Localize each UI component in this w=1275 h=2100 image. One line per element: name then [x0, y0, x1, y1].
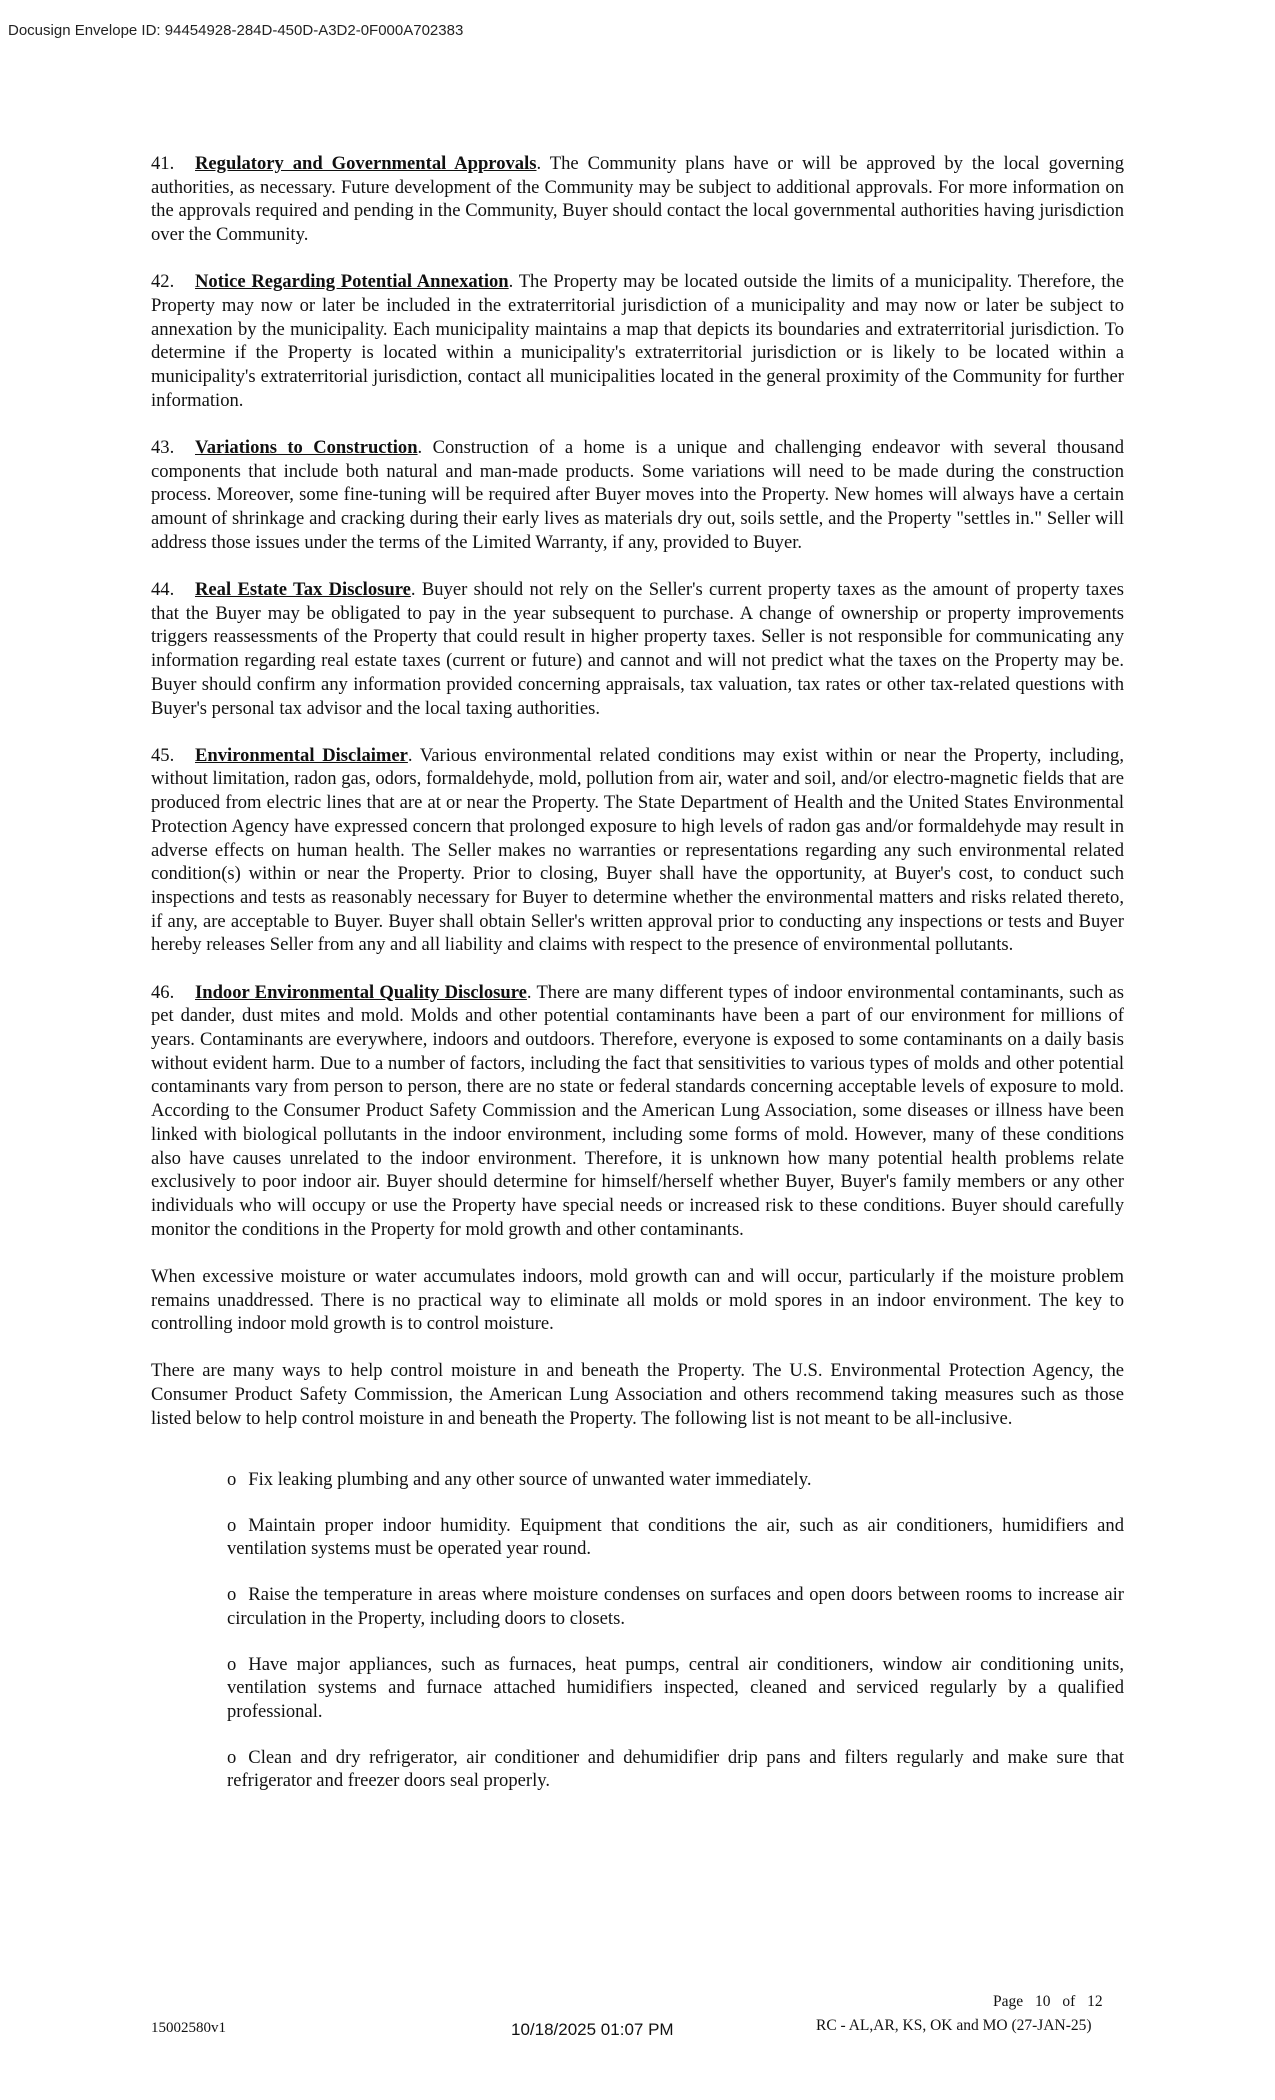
section-number: 46. [151, 981, 175, 1003]
list-item [227, 1514, 1124, 1561]
section-number: 45. [151, 744, 175, 766]
section-text: . Buyer should not rely on the Seller's current property taxes as the amount of property taxes that the Buyer may be obligated to pay in the year subsequent to purchase. A change of ownership or property improvements triggers reassessments of the Property that could result in higher property taxes. Seller is not responsible for communicating any information regarding real estate taxes (current or future) and cannot and will not predict what the taxes on the Property may be. Buyer should confirm any information provided concerning appraisals, tax valuation, tax rates or other tax-related questions with Buyer's personal tax advisor and the local taxing authorities. [151, 579, 1125, 719]
paragraph-moisture: When excessive moisture or water accumulates indoors, mold growth can and will occur, particularly if the moisture problem remains unaddressed. There is no practical way to eliminate all molds or mold spores in an indoor environment. The key to controlling indoor mold growth is to control moisture. [151, 1265, 1124, 1335]
moisture-control-list [227, 1468, 1124, 1793]
section-text: . There are many different types of indoor environmental contaminants, such as pet dander, dust mites and mold. Molds and other potential contaminants have been a part of our environment for millions of years. Contaminants are everywhere, indoors and outdoors. Therefore, everyone is exposed to some contaminants on a daily basis without evident harm. Due to a number of factors, including the fact that sensitivities to various types of molds and other potential contaminants vary from person to person, there are no state or federal standards concerning acceptable levels of exposure to mold. According to the Consumer Product Safety Commission and the American Lung Association, some diseases or illness have been linked with biological pollutants in the indoor environment, including some forms of mold. However, many of these conditions also have causes unrelated to the indoor environment. Therefore, it is unknown how many potential health problems relate exclusively to poor indoor air. Buyer should determine for himself/herself whether Buyer, Buyer's family members or any other individuals who will occupy or use the Property have special needs or increased risk to these conditions. Buyer should carefully monitor the conditions in the Property for mold growth and other contaminants. [151, 981, 1124, 1240]
section-text: . Construction of a home is a unique and challenging endeavor with several thousand components that include both natural and man-made products. Some variations will need to be made during the construction process. Moreover, some fine-tuning will be required after Buyer moves into the Property. New homes will always have a certain amount of shrinkage and cracking during their early lives as materials dry out, soils settle, and the Property "settles in." Seller will address those issues under the terms of the Limited Warranty, if any, provided to Buyer. [151, 437, 1124, 553]
section-text: . The Community plans have or will be approved by the local governing authorities, as necessary. Future development of the Community may be subject to additional approvals. For more information on the approvals required and pending in the Community, Buyer should contact the local governmental authorities having jurisdiction over the Community. [151, 153, 1124, 246]
bullet-marker: o [227, 1584, 237, 1606]
section-text: . The Property may be located outside the limits of a municipality. Therefore, the Property may now or later be included in the extraterritorial jurisdiction of a municipality and may now or later be subject to annexation by the municipality. Each municipality maintains a map that depicts its boundaries and extraterritorial jurisdiction. To determine if the Property is located within a municipality's extraterritorial jurisdiction or is likely to be located within a municipality's extraterritorial jurisdiction, contact all municipalities located in the general proximity of the Community for further information. [151, 271, 1124, 411]
list-item [227, 1468, 1124, 1492]
section-heading: Regulatory and Governmental Approvals [195, 153, 537, 174]
document-body [151, 152, 1124, 1815]
paragraph-control-moisture: There are many ways to help control moisture in and beneath the Property. The U.S. Environmental Protection Agency, the Consumer Product Safety Commission, the American Lung Association and others recommend taking measures such as those listed below to help control moisture in and beneath the Property. The following list is not meant to be all-inclusive. [151, 1360, 1124, 1429]
section-number: 44. [151, 579, 175, 601]
bullet-marker: o [227, 1514, 237, 1536]
form-code: RC - AL,AR, KS, OK and MO (27-JAN-25) [816, 2017, 1092, 2034]
section-number: 43. [151, 437, 175, 459]
section-number: 42. [151, 271, 175, 293]
section-number: 41. [151, 153, 175, 174]
section-41 [151, 152, 1124, 247]
signing-timestamp: 10/18/2025 01:07 PM [511, 2020, 674, 2039]
docusign-envelope-id: Docusign Envelope ID: 94454928-284D-450D-A3D2-0F000A702383 [8, 22, 464, 39]
document-version-id: 15002580v1 [151, 2020, 226, 2036]
bullet-marker: o [227, 1469, 237, 1491]
list-item [227, 1653, 1124, 1724]
list-item-text: Fix leaking plumbing and any other source of unwanted water immediately. [248, 1469, 812, 1491]
section-44 [151, 578, 1124, 720]
section-heading: Real Estate Tax Disclosure [195, 579, 411, 601]
section-43 [151, 436, 1124, 555]
page-number: Page 10 of 12 [993, 1993, 1103, 2010]
section-heading: Indoor Environmental Quality Disclosure [195, 981, 527, 1003]
section-text: . Various environmental related conditions may exist within or near the Property, including, without limitation, radon gas, odors, formaldehyde, mold, pollution from air, water and soil, and/or electro-magnetic fields that are produced from electric lines that are at or near the Property. The State Department of Health and the United States Environmental Protection Agency have expressed concern that prolonged exposure to high levels of radon gas and/or formaldehyde may result in adverse effects on human health. The Seller makes no warranties or representations regarding any such environmental related condition(s) within or near the Property. Prior to closing, Buyer shall have the opportunity, at Buyer's cost, to conduct such inspections and tests as reasonably necessary for Buyer to determine whether the environmental matters and risks related thereto, if any, are acceptable to Buyer. Buyer shall obtain Seller's written approval prior to conducting any inspections or tests and Buyer hereby releases Seller from any and all liability and claims with respect to the presence of environmental pollutants. [151, 744, 1124, 956]
spacer [151, 1454, 1124, 1468]
section-heading: Variations to Construction [195, 437, 418, 459]
bullet-marker: o [227, 1746, 237, 1768]
section-45 [151, 744, 1124, 957]
section-heading: Environmental Disclaimer [195, 744, 408, 766]
list-item-text: Raise the temperature in areas where moisture condenses on surfaces and open doors between rooms to increase air circulation in the Property, including doors to closets. [227, 1584, 1124, 1629]
list-item [227, 1583, 1124, 1630]
list-item-text: Clean and dry refrigerator, air conditioner and dehumidifier drip pans and filters regularly and make sure that refrigerator and freezer doors seal properly. [227, 1746, 1124, 1792]
section-heading: Notice Regarding Potential Annexation [195, 271, 509, 293]
list-item-text: Have major appliances, such as furnaces, heat pumps, central air conditioners, window air conditioning units, ventilation systems and furnace attached humidifiers inspected, cleaned and serviced regularly by a qualified professional. [227, 1653, 1124, 1722]
list-item-text: Maintain proper indoor humidity. Equipment that conditions the air, such as air conditioners, humidifiers and ventilation systems must be operated year round. [227, 1514, 1124, 1560]
section-42 [151, 270, 1124, 412]
bullet-marker: o [227, 1653, 237, 1675]
list-item [227, 1746, 1124, 1793]
section-46 [151, 981, 1124, 1242]
